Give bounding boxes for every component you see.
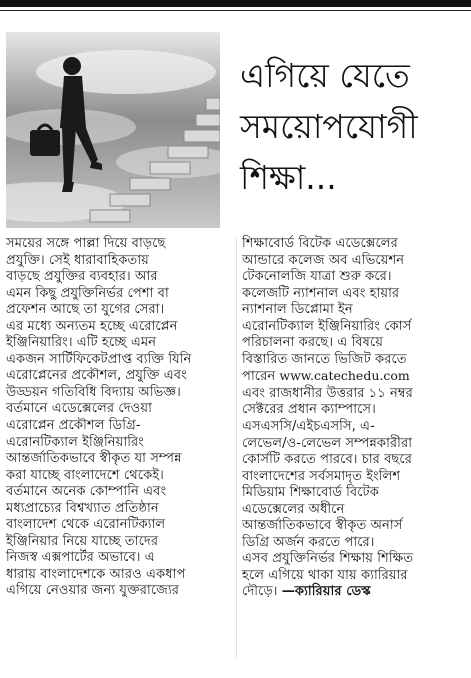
byline: —ক্যারিয়ার ডেস্ক [281, 584, 371, 600]
headline-line: শিক্ষা... [240, 158, 337, 197]
body-line: এরোপ্লেনের প্রকৌশল, প্রযুক্তি এবং [6, 368, 187, 384]
article-body-right-column [242, 236, 466, 601]
body-line: উড্ডয়ন গতিবিধি বিদ্যায় অভিজ্ঞ। [6, 384, 181, 400]
body-line: বাড়ছে প্রযুক্তির ব্যবহার। আর [6, 269, 158, 285]
body-line: কোর্সটি করতে পারবে। চার বছরে [242, 452, 412, 468]
headline-line: এগিয়ে যেতে [240, 56, 410, 95]
body-line: ন্যাশনাল ডিপ্লোমা ইন [242, 302, 353, 318]
top-rule [0, 0, 471, 7]
body-line: এরোপ্লেন প্রকৌশল ডিগ্রি- [6, 418, 141, 434]
body-line: লেভেল/ও-লেভেল সম্পন্নকারীরা [242, 435, 413, 451]
body-line: করা যাচ্ছে বাংলাদেশে থেকেই। [6, 467, 164, 483]
body-line: বর্তমানে অনেক কোম্পানি এবং [6, 484, 167, 500]
top-rule-thin [0, 10, 471, 11]
body-line: বাংলাদেশ থেকে এরোনটিক্যাল [6, 517, 166, 533]
body-line: বাংলাদেশের সর্বসমাদৃত ইংলিশ [242, 468, 401, 484]
closing-line [242, 584, 466, 601]
body-line: ইঞ্জিনিয়ারিং। এটি হচ্ছে এমন [6, 335, 157, 351]
body-line: বর্তমানে এডেক্সেলের দেওয়া [6, 401, 152, 417]
body-line: পরিচালনা করছে। এ বিষয়ে [242, 335, 383, 351]
body-line: বিস্তারিত জানতে ভিজিট করতে [242, 351, 407, 367]
body-line: এরোনটিক্যাল ইঞ্জিনিয়ারিং [6, 434, 144, 450]
body-line: এডেক্সেলের অধীনে [242, 501, 345, 517]
website-link[interactable]: www.catechedu.com [279, 368, 410, 384]
column-divider [236, 238, 237, 658]
body-line: নিজস্ব এক্সপার্টের অভাবে। এ [6, 550, 155, 566]
body-line: দৌড়ে। [242, 584, 278, 600]
body-line: এবং রাজধানীর উত্তরার ১১ নম্বর [242, 385, 413, 401]
body-line: এমন কিছু প্রযুক্তিনির্ভর পেশা বা [6, 285, 169, 301]
body-line: এগিয়ে নেওয়ার জন্য যুক্তরাজ্যের [6, 583, 180, 599]
body-line: হলে এগিয়ে থাকা যায় ক্যারিয়ার [242, 567, 408, 583]
body-line: প্রফেশন আছে তা যুগের সেরা। [6, 302, 165, 318]
body-line: মিডিয়াম শিক্ষাবোর্ড বিটেক [242, 485, 379, 501]
body-line: কলেজটি ন্যাশনাল এবং হায়ার [242, 285, 400, 301]
body-line: একজন সার্টিফিকেটপ্রাপ্ত ব্যক্তি যিনি [6, 351, 192, 367]
businesswoman-stairs-illustration [6, 32, 220, 228]
body-line: আন্তর্জাতিকভাবে স্বীকৃত অনার্স [242, 518, 403, 534]
body-line: এরোনটিক্যাল ইঞ্জিনিয়ারিং কোর্স [242, 318, 412, 334]
body-line: টেকনোলজি যাত্রা শুরু করে। [242, 269, 392, 285]
body-line: প্রযুক্তি। সেই ধারাবাহিকতায় [6, 252, 149, 268]
body-line: ইঞ্জিনিয়ার নিয়ে যাচ্ছে তাদের [6, 533, 159, 549]
body-line: আন্তর্জাতিকভাবে স্বীকৃত যা সম্পন্ন [6, 451, 182, 467]
article-body-left-column [6, 236, 232, 600]
body-line: আন্ডারে কলেজ অব এভিয়েশন [242, 252, 405, 268]
visit-website-line [242, 368, 466, 386]
headline [240, 50, 465, 203]
body-line: মধ্যপ্রাচ্যের বিশ্বখ্যাত প্রতিষ্ঠান [6, 500, 159, 516]
article-photo [6, 32, 220, 228]
body-line: ডিগ্রি অর্জন করতে পারে। [242, 534, 375, 550]
body-line: ধারায় বাংলাদেশকে আরও একধাপ [6, 566, 186, 582]
body-line: সময়ের সঙ্গে পাল্লা দিয়ে বাড়ছে [6, 236, 166, 251]
body-line: এসএসসি/এইচএসসি, এ- [242, 419, 375, 435]
body-line: এসব প্রযুক্তিনির্ভর শিক্ষায় শিক্ষিত [242, 551, 414, 567]
body-line: সেক্টরের প্রধান ক্যাম্পাসে। [242, 402, 376, 418]
visit-prefix: পারেন [242, 369, 276, 385]
headline-line: সময়োপযোগী [240, 107, 418, 146]
body-line: শিক্ষাবোর্ড বিটেক এডেক্সেলের [242, 236, 398, 251]
body-line: এর মধ্যে অন্যতম হচ্ছে এরোপ্লেন [6, 318, 178, 334]
